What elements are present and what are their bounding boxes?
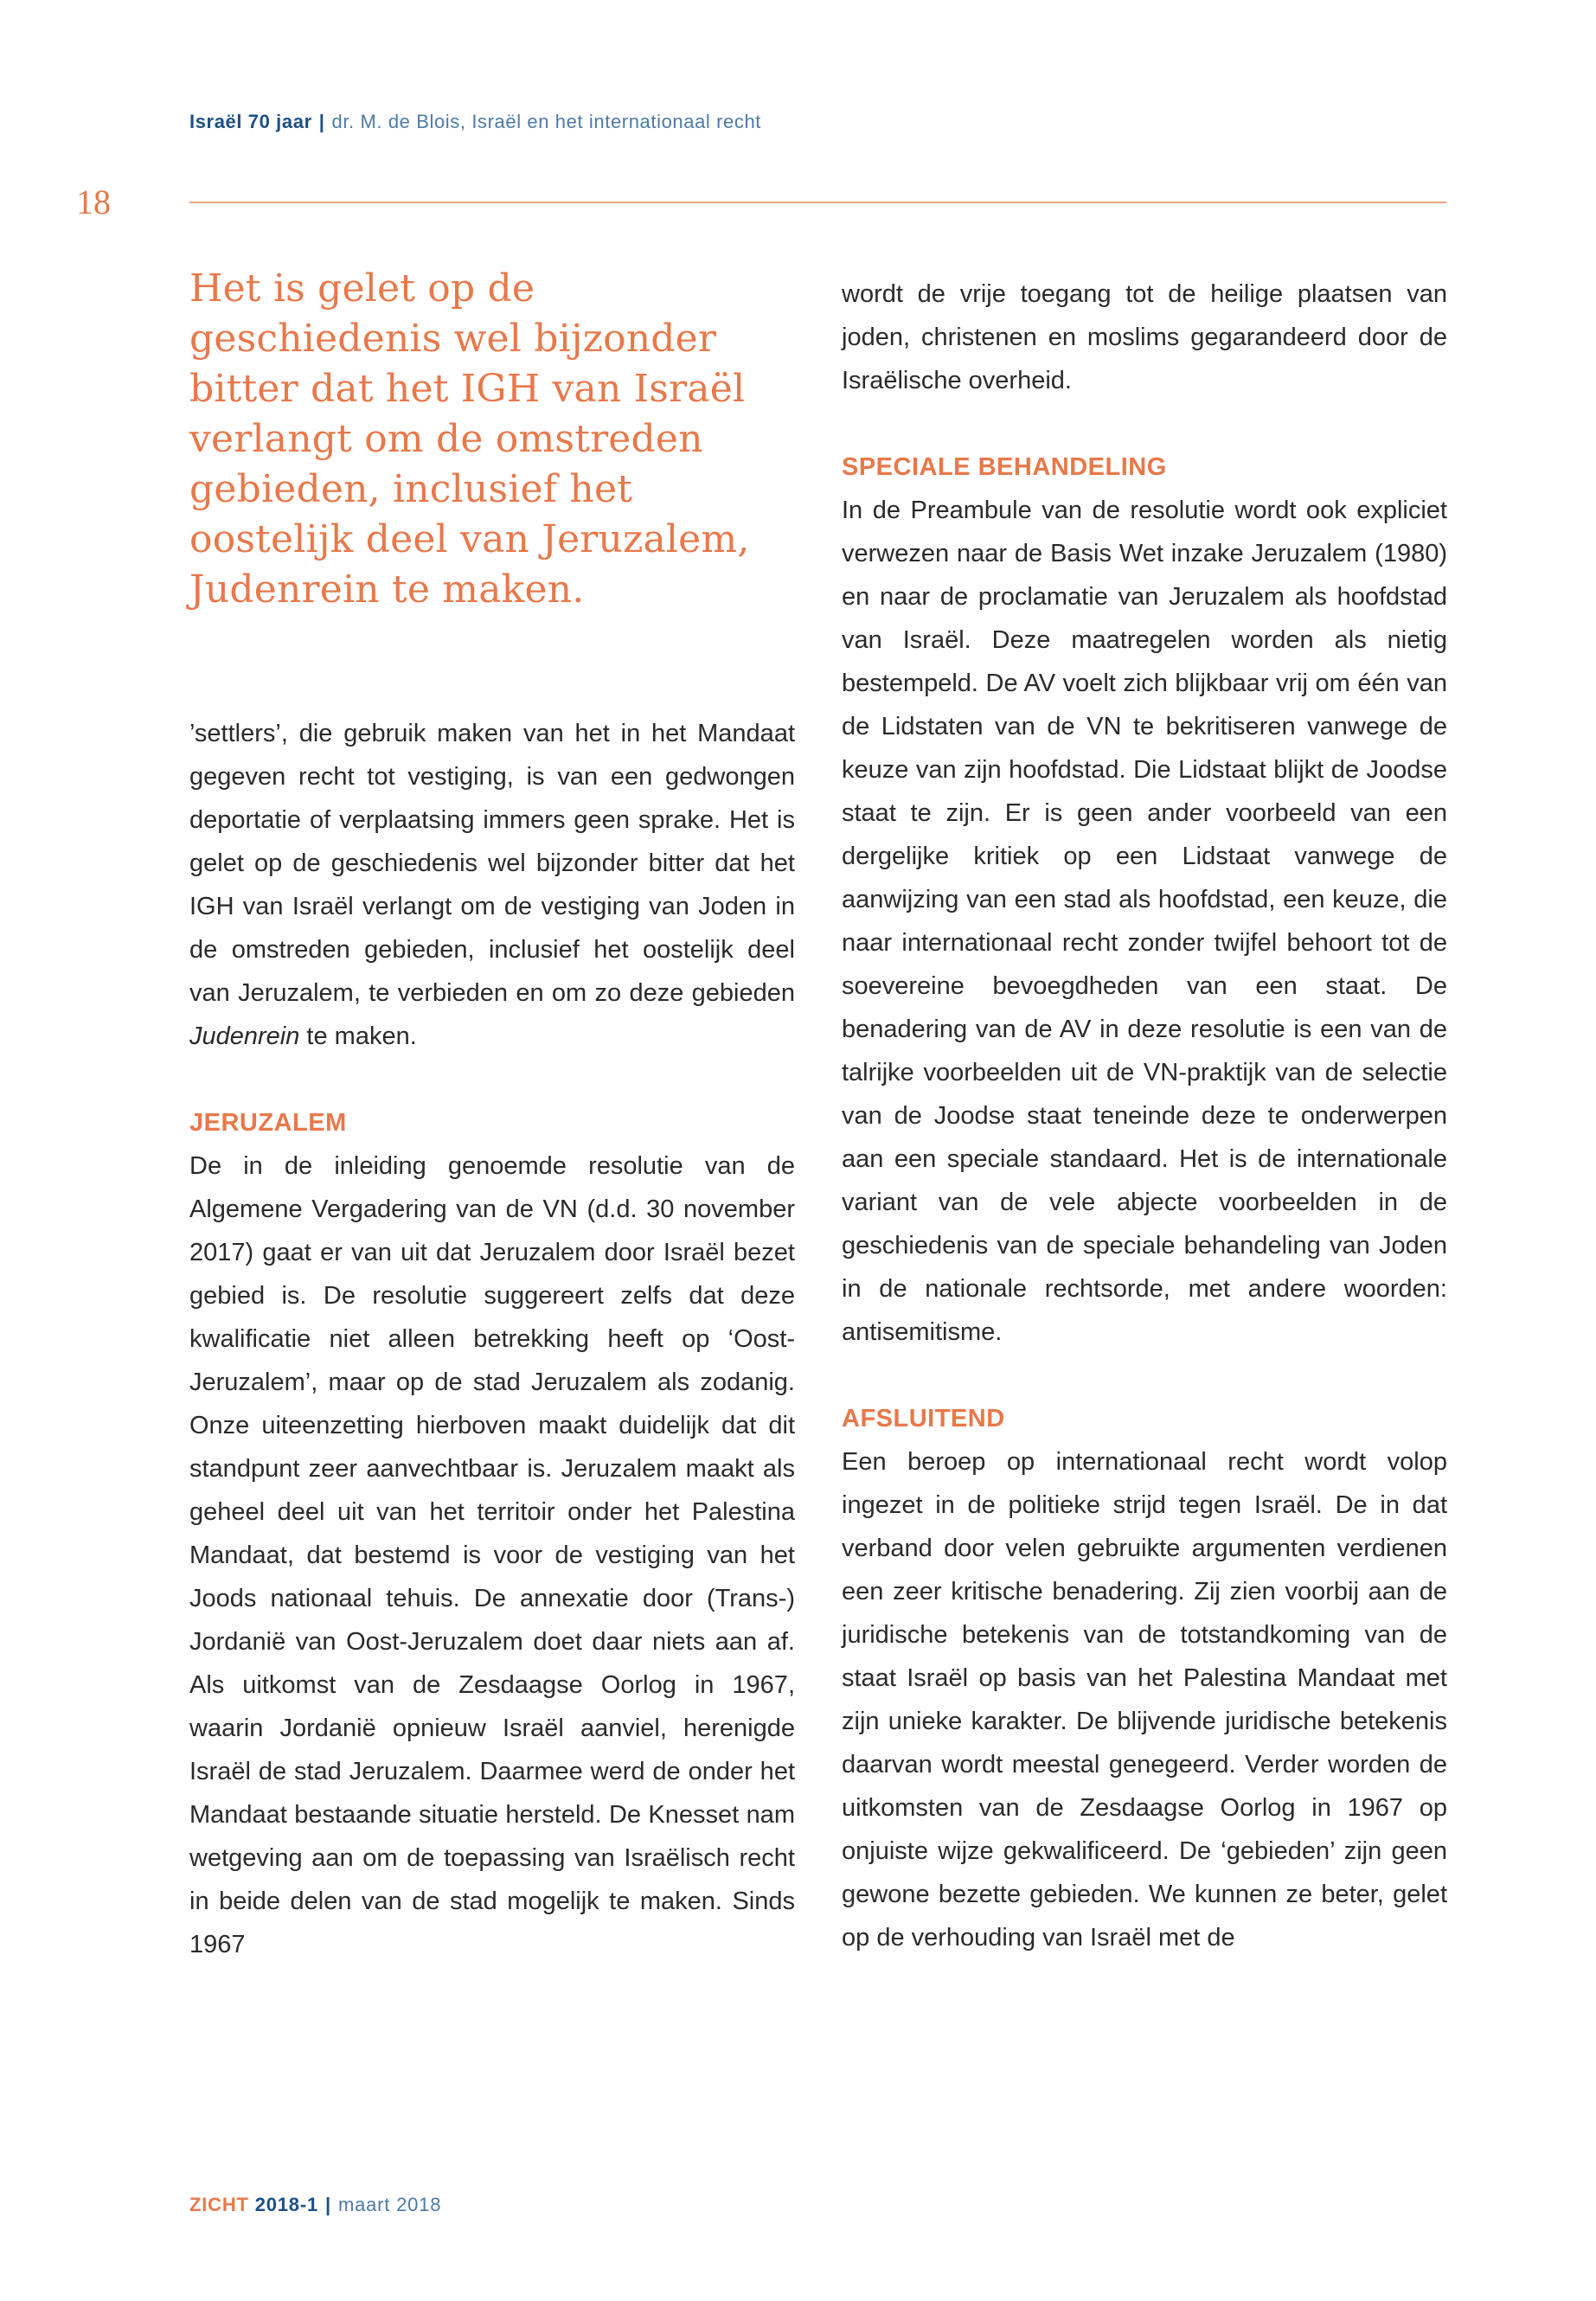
left-column — [189, 264, 795, 1966]
intro-paragraph — [189, 712, 795, 1058]
section-paragraph-jeruzalem: De in de inleiding genoemde resolutie van de Algemene Vergadering van de VN (d.d. 30 november 2017) gaat er van uit dat Jeruzalem door Israël bezet gebied is. De resolutie suggereert zelfs dat deze kwalificatie niet alleen betrekking heeft op ‘Oost-Jeruzalem’, maar op de stad Jeruzalem als zodanig. Onze uiteenzetting hierboven maakt duidelijk dat dit standpunt zeer aanvechtbaar is. Jeruzalem maakt als geheel deel uit van het territoir onder het Palestina Mandaat, dat bestemd is voor de vestiging van het Joods nationaal tehuis. De annexatie door (Trans-) Jordanië van Oost-Jeruzalem doet daar niets aan af. Als uitkomst van de Zesdaagse Oorlog in 1967, waarin Jordanië opnieuw Israël aanviel, herenigde Israël de stad Jeruzalem. Daarmee werd de onder het Mandaat bestaande situatie hersteld. De Knesset nam wetgeving aan om de toepassing van Israëlisch recht in beide delen van de stad mogelijk te maken. Sinds 1967 — [189, 1152, 795, 1958]
section-heading-speciale-behandeling: SPECIALE BEHANDELING — [842, 453, 1167, 481]
footer-separator: | — [325, 2194, 331, 2215]
section-paragraph-speciale-behandeling: In de Preambule van de resolutie wordt ook expliciet verwezen naar de Basis Wet inzake Jeruzalem (1980) en naar de proclamatie van Jeruzalem als hoofdstad van Israël. Deze maatregelen worden als nietig bestempeld. De AV voelt zich blijkbaar vrij om één van de Lidstaten van de VN te bekritiseren vanwege de keuze van zijn hoofdstad. Die Lidstaat blijkt de Joodse staat te zijn. Er is geen ander voorbeeld van een dergelijke kritiek op een Lidstaat vanwege de aanwijzing van een stad als hoofdstad, een keuze, die naar internationaal recht zonder twijfel behoort tot de soevereine bevoegdheden van een staat. De benadering van de AV in deze resolutie is een van de talrijke voorbeelden uit de VN-praktijk van de selectie van de Joodse staat teneinde deze te onderwerpen aan een speciale standaard. Het is de internationale variant van de vele abjecte voorbeelden in de geschiedenis van de speciale behandeling van Joden in de nationale rechtsorde, met andere woorden: antisemitisme. — [842, 497, 1447, 1346]
running-header — [189, 111, 761, 133]
continuation-paragraph: wordt de vrije toegang tot de heilige plaatsen van joden, christenen en moslims gegarandeerd door de Israëlische overheid. — [842, 280, 1447, 394]
journal-title: Israël 70 jaar — [189, 111, 312, 132]
intro-paragraph-italic: Judenrein — [189, 1022, 300, 1050]
footer-date: maart 2018 — [337, 2194, 442, 2215]
header-divider — [189, 202, 1446, 203]
section-heading-jeruzalem: JERUZALEM — [189, 1109, 347, 1137]
footer-brand: ZICHT — [189, 2194, 249, 2215]
right-column — [842, 272, 1447, 1959]
spacer — [842, 1354, 1447, 1397]
spacer — [842, 402, 1447, 445]
intro-paragraph-text: ’settlers’, die gebruik maken van het in het Mandaat gegeven recht tot vestiging, is van een gedwongen deportatie of verplaatsing immers geen sprake. Het is gelet op de geschiedenis wel bijzonder bitter dat het IGH van Israël verlangt om de vestiging van Joden in de omstreden gebieden, inclusief het oostelijk deel van Jeruzalem, te verbieden en om zo deze gebieden — [189, 720, 795, 1007]
spacer — [189, 1058, 795, 1101]
header-separator: | — [318, 111, 325, 132]
pull-quote: Het is gelet op de geschiedenis wel bijzonder bitter dat het IGH van Israël verlangt om de omstreden gebieden, inclusief het oostelijk deel van Jeruzalem, Judenrein te maken. — [189, 266, 750, 612]
spacer — [189, 615, 795, 712]
page-number: 18 — [76, 183, 111, 221]
section-heading-afsluitend: AFSLUITEND — [842, 1405, 1005, 1433]
section-paragraph-afsluitend: Een beroep op internationaal recht wordt volop ingezet in de politieke strijd tegen Israël. De in dat verband door velen gebruikte argumenten verdienen een zeer kritische benadering. Zij zien voorbij aan de juridische betekenis van de totstandkoming van de staat Israël op basis van het Palestina Mandaat met zijn unieke karakter. De blijvende juridische betekenis daarvan wordt meestal genegeerd. Verder worden de uitkomsten van de Zesdaagse Oorlog in 1967 op onjuiste wijze gekwalificeerd. De ‘gebieden’ zijn geen gewone bezette gebieden. We kunnen ze beter, gelet op de verhouding van Israël met de — [842, 1448, 1447, 1952]
intro-paragraph-end: te maken. — [299, 1022, 417, 1050]
footer-issue: 2018-1 — [254, 2194, 318, 2215]
page-footer — [189, 2194, 441, 2216]
article-byline: dr. M. de Blois, Israël en het internationaal recht — [331, 111, 762, 132]
